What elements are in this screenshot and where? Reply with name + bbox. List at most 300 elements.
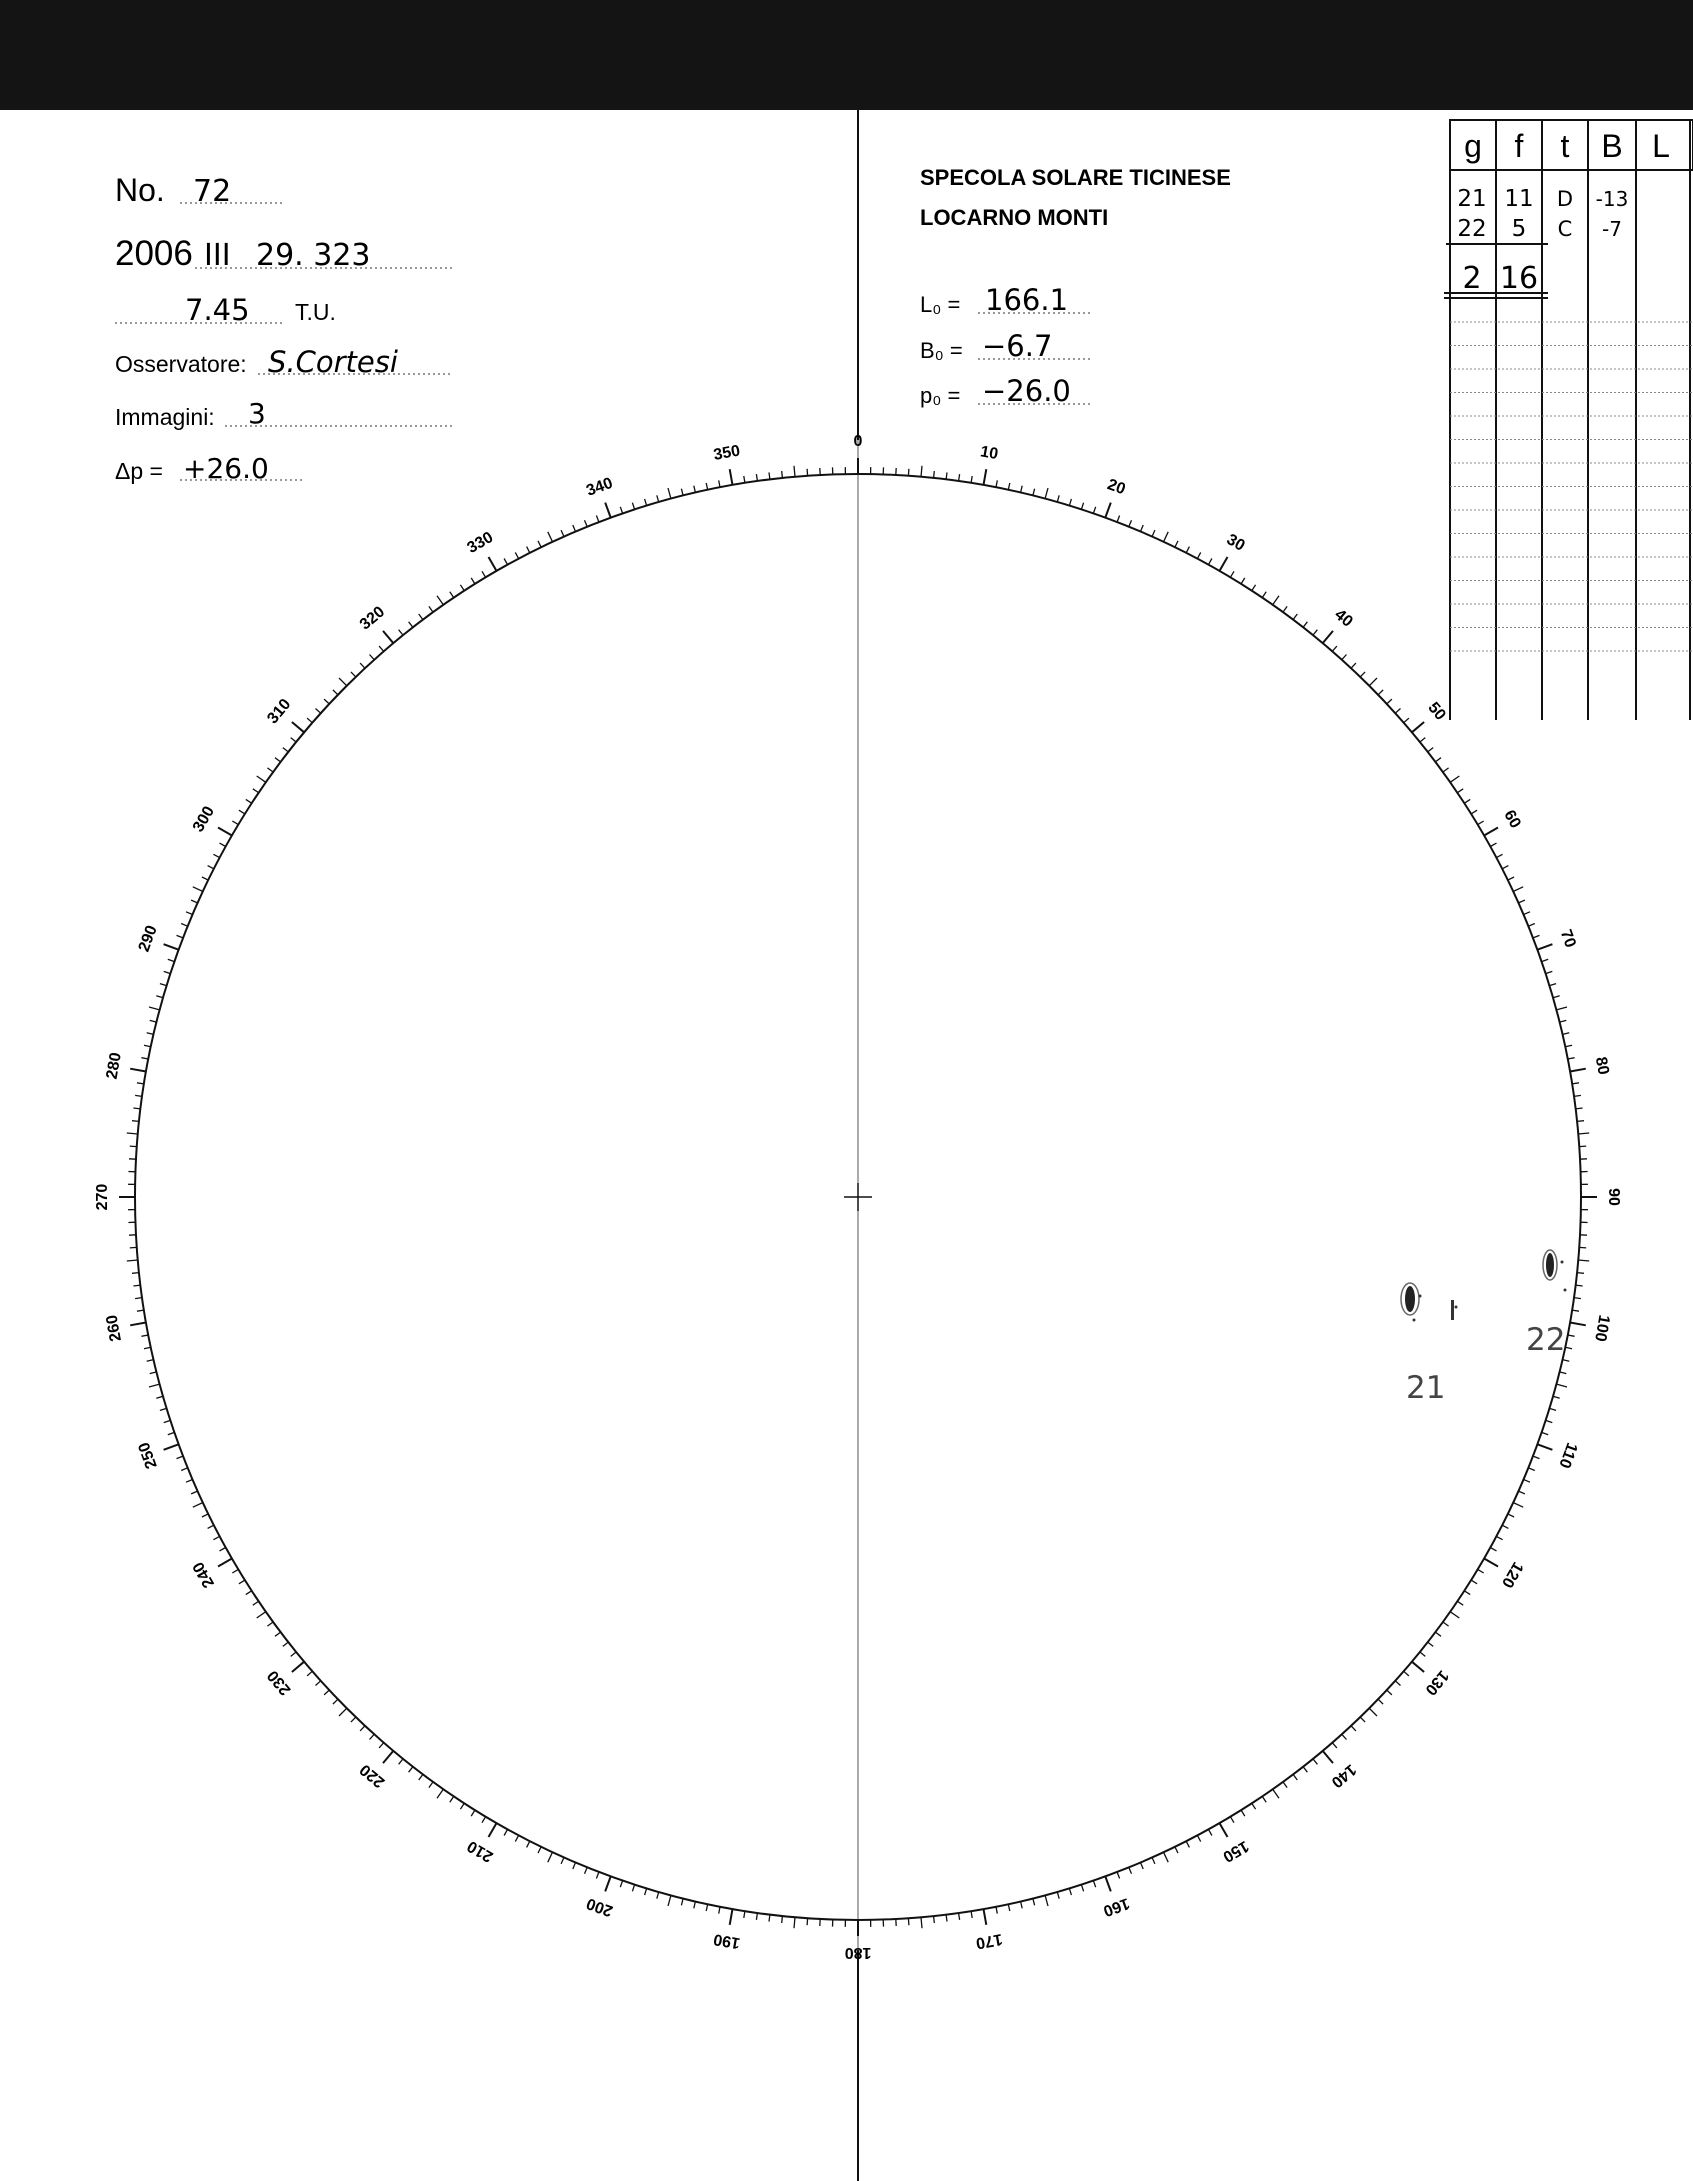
degree-tick xyxy=(218,1559,232,1567)
degree-tick xyxy=(1524,1480,1531,1483)
degree-tick xyxy=(959,474,960,481)
degree-tick xyxy=(719,480,720,487)
degree-tick xyxy=(275,1632,281,1636)
degree-tick xyxy=(1464,799,1470,803)
date-month: III xyxy=(204,238,231,273)
degree-label: 150 xyxy=(1219,1836,1252,1866)
p0-label: p₀ = xyxy=(920,383,961,408)
degree-tick xyxy=(1519,900,1525,903)
degree-tick xyxy=(149,1007,160,1010)
degree-tick xyxy=(1508,877,1514,880)
degree-label: 30 xyxy=(1223,531,1248,555)
degree-tick xyxy=(429,606,433,612)
degree-tick xyxy=(1578,1260,1589,1261)
degree-label: 310 xyxy=(264,695,295,728)
no-label: No. xyxy=(115,172,165,208)
degree-tick xyxy=(1323,1751,1333,1763)
degree-tick xyxy=(307,718,312,723)
degree-tick xyxy=(730,1909,733,1925)
degree-tick xyxy=(756,1913,757,1920)
no-value: 72 xyxy=(193,174,232,209)
degree-tick xyxy=(316,709,321,714)
degree-tick xyxy=(1528,924,1534,927)
degree-tick xyxy=(1556,1384,1567,1387)
degree-tick xyxy=(370,1734,375,1739)
degree-tick xyxy=(132,1273,139,1274)
degree-tick xyxy=(168,1432,175,1434)
degree-tick xyxy=(1303,622,1307,628)
degree-tick xyxy=(239,810,245,814)
degree-tick xyxy=(213,1536,219,1539)
date-prefix: 2006 xyxy=(115,234,193,273)
degree-tick xyxy=(1209,559,1212,565)
degree-tick xyxy=(1563,1033,1570,1035)
degree-tick xyxy=(1502,1525,1508,1528)
degree-tick xyxy=(1230,571,1234,577)
degree-tick xyxy=(668,1895,671,1906)
degree-tick xyxy=(959,1913,960,1920)
degree-label: 210 xyxy=(464,1836,497,1866)
degree-tick xyxy=(1045,1895,1048,1906)
degree-tick xyxy=(370,655,375,660)
degree-tick xyxy=(253,789,259,793)
degree-tick xyxy=(383,1751,393,1763)
degree-tick xyxy=(984,469,987,485)
degree-tick xyxy=(283,1642,289,1646)
degree-tick xyxy=(620,507,622,514)
degree-tick xyxy=(351,672,356,677)
degree-tick xyxy=(1033,489,1035,496)
degree-tick xyxy=(1313,1759,1317,1764)
degree-tick xyxy=(548,532,553,542)
degree-tick xyxy=(645,499,647,506)
degree-tick xyxy=(1332,1743,1337,1748)
degree-tick xyxy=(706,1904,708,1911)
degree-tick xyxy=(1117,516,1120,523)
degree-label: 90 xyxy=(1604,1188,1622,1206)
degree-tick xyxy=(1542,959,1549,961)
degree-tick xyxy=(794,1917,795,1928)
degree-tick xyxy=(409,1767,413,1773)
degree-tick xyxy=(1443,1622,1449,1626)
degree-tick xyxy=(164,1420,171,1422)
degree-tick xyxy=(1387,1690,1392,1695)
degree-tick xyxy=(399,1759,403,1764)
date-day: 29. 323 xyxy=(256,238,371,273)
degree-tick xyxy=(1484,828,1498,836)
degree-tick xyxy=(1496,1536,1502,1539)
degree-tick xyxy=(156,996,163,998)
degree-tick xyxy=(193,887,203,892)
degree-tick xyxy=(1378,1699,1383,1704)
degree-tick xyxy=(1081,503,1083,510)
degree-tick xyxy=(527,547,530,553)
degree-tick xyxy=(257,1612,266,1618)
degree-tick xyxy=(782,1916,783,1923)
degree-tick xyxy=(1197,1835,1200,1841)
degree-tick xyxy=(504,559,507,565)
degree-tick xyxy=(1093,507,1095,514)
degree-tick xyxy=(1008,483,1010,490)
degree-tick xyxy=(1533,935,1540,938)
degree-tick xyxy=(168,959,175,961)
degree-tick xyxy=(1186,547,1189,553)
degree-tick xyxy=(202,877,208,880)
degree-tick xyxy=(489,557,497,571)
degree-tick xyxy=(1428,748,1434,752)
degree-tick xyxy=(177,1456,184,1459)
degree-tick xyxy=(220,1548,226,1551)
degree-tick xyxy=(1164,532,1169,542)
degree-tick xyxy=(996,1907,997,1914)
degree-tick xyxy=(996,480,997,487)
degree-tick xyxy=(181,924,187,927)
degree-tick xyxy=(1129,520,1132,526)
table-cell-g: 22 xyxy=(1457,216,1487,242)
degree-label: 20 xyxy=(1105,476,1128,499)
degree-tick xyxy=(632,503,634,510)
sunspot xyxy=(1564,1289,1567,1292)
degree-tick xyxy=(324,1690,329,1695)
degree-tick xyxy=(1186,1841,1189,1847)
degree-label: 110 xyxy=(1555,1440,1581,1471)
degree-tick xyxy=(1395,709,1400,714)
degree-tick xyxy=(1568,1335,1575,1336)
degree-tick xyxy=(561,1858,564,1864)
degree-tick xyxy=(419,614,423,620)
degree-tick xyxy=(1369,1708,1377,1716)
degree-tick xyxy=(645,1888,647,1895)
degree-tick xyxy=(164,971,171,973)
observatory-name: SPECOLA SOLARE TICINESE xyxy=(920,165,1231,190)
table-cell-t: C xyxy=(1557,217,1573,241)
degree-tick xyxy=(1568,1058,1575,1059)
degree-tick xyxy=(1360,672,1365,677)
degree-tick xyxy=(946,1915,947,1922)
degree-tick xyxy=(149,1384,160,1387)
sunspot xyxy=(1455,1306,1458,1309)
degree-tick xyxy=(218,828,232,836)
degree-tick xyxy=(573,525,576,532)
degree-tick xyxy=(177,935,184,938)
degree-tick xyxy=(1387,699,1392,704)
degree-tick xyxy=(744,476,745,483)
degree-tick xyxy=(921,466,922,477)
sunspot xyxy=(1546,1253,1554,1277)
degree-tick xyxy=(1519,1491,1525,1494)
degree-tick xyxy=(1057,495,1059,502)
degree-tick xyxy=(130,1146,137,1147)
degree-tick xyxy=(1428,1642,1434,1646)
degree-tick xyxy=(632,1885,634,1892)
group-table xyxy=(1444,120,1693,720)
degree-tick xyxy=(450,1796,454,1802)
degree-tick xyxy=(548,1852,553,1862)
degree-tick xyxy=(437,596,443,605)
degree-tick xyxy=(1443,768,1449,772)
degree-tick xyxy=(573,1863,576,1870)
degree-tick xyxy=(984,1909,987,1925)
degree-tick xyxy=(1303,1767,1307,1773)
degree-tick xyxy=(1537,944,1552,950)
degree-tick xyxy=(181,1468,187,1471)
degree-tick xyxy=(147,1360,154,1362)
degree-tick xyxy=(1549,1408,1556,1410)
degree-tick xyxy=(333,1699,338,1704)
degree-tick xyxy=(1565,1045,1572,1047)
degree-label: 230 xyxy=(264,1666,295,1699)
degree-tick xyxy=(1576,1285,1583,1286)
observer-label: Osservatore: xyxy=(115,351,247,377)
table-cell-f: 11 xyxy=(1504,186,1534,212)
degree-tick xyxy=(782,471,783,478)
degree-label: 130 xyxy=(1421,1666,1452,1699)
degree-tick xyxy=(1524,912,1531,915)
degree-tick xyxy=(1553,996,1560,998)
degree-tick xyxy=(419,1774,423,1780)
degree-tick xyxy=(1508,1514,1514,1517)
degree-tick xyxy=(1351,1726,1356,1731)
degree-tick xyxy=(561,530,564,536)
degree-tick xyxy=(1533,1456,1540,1459)
degree-label: 120 xyxy=(1497,1558,1527,1591)
degree-tick xyxy=(437,1789,443,1798)
degree-tick xyxy=(1420,738,1425,742)
sunspot-group-22 xyxy=(1526,1250,1567,1358)
degree-tick xyxy=(605,503,611,518)
degree-tick xyxy=(1553,1396,1560,1398)
degree-tick xyxy=(934,471,935,478)
degree-tick xyxy=(706,483,708,490)
degree-tick xyxy=(351,1717,356,1722)
sunspot xyxy=(1561,1261,1564,1264)
table-header-f: f xyxy=(1514,128,1524,164)
images-value: 3 xyxy=(248,397,266,430)
degree-tick xyxy=(283,748,289,752)
degree-label: 0 xyxy=(853,433,863,451)
degree-tick xyxy=(324,699,329,704)
degree-tick xyxy=(681,1899,683,1906)
degree-tick xyxy=(1412,1662,1424,1672)
degree-tick xyxy=(1351,663,1356,668)
degree-tick xyxy=(1342,1734,1347,1739)
degree-tick xyxy=(1577,1273,1584,1274)
degree-tick xyxy=(585,1867,588,1873)
degree-label: 300 xyxy=(189,803,219,836)
degree-tick xyxy=(460,1803,464,1809)
degree-tick xyxy=(807,1918,808,1925)
table-header-L: L xyxy=(1652,128,1670,164)
degree-tick xyxy=(1560,1372,1567,1374)
degree-tick xyxy=(253,1601,259,1605)
degree-tick xyxy=(186,1480,193,1483)
degree-tick xyxy=(1412,722,1424,732)
table-cell-t: D xyxy=(1556,187,1574,211)
degree-tick xyxy=(220,843,226,846)
degree-tick xyxy=(620,1881,622,1888)
degree-tick xyxy=(1164,1852,1169,1862)
degree-label: 190 xyxy=(712,1930,742,1952)
degree-tick xyxy=(1220,1823,1228,1837)
degree-tick xyxy=(232,1569,238,1573)
degree-tick xyxy=(1175,1847,1178,1853)
degree-tick xyxy=(160,1408,167,1410)
degree-tick xyxy=(1435,758,1441,762)
degree-label: 180 xyxy=(844,1943,872,1961)
degree-tick xyxy=(1450,1612,1459,1618)
degree-tick xyxy=(339,1708,347,1716)
degree-tick xyxy=(946,472,947,479)
degree-tick xyxy=(482,571,486,577)
degree-tick xyxy=(1471,1580,1477,1584)
degree-label: 340 xyxy=(584,474,616,500)
degree-tick xyxy=(383,631,393,643)
degree-tick xyxy=(971,1911,972,1918)
degree-tick xyxy=(1457,789,1463,793)
degree-tick xyxy=(292,722,304,732)
degree-tick xyxy=(133,1108,140,1109)
degree-tick xyxy=(137,1083,144,1084)
degree-tick xyxy=(515,552,518,558)
degree-tick xyxy=(471,1810,475,1816)
degree-tick xyxy=(133,1285,140,1286)
degree-tick xyxy=(339,678,347,686)
degree-label: 100 xyxy=(1591,1313,1613,1343)
degree-tick xyxy=(379,646,384,651)
dp-label: Δp = xyxy=(115,458,163,484)
degree-tick xyxy=(1556,1007,1567,1010)
degree-tick xyxy=(141,1335,148,1336)
degree-tick xyxy=(1045,488,1048,499)
degree-tick xyxy=(1420,1652,1425,1656)
degree-tick xyxy=(275,758,281,762)
degree-tick xyxy=(333,690,338,695)
degree-tick xyxy=(1369,678,1377,686)
degree-tick xyxy=(1105,1876,1111,1891)
observer-value: S.Cortesi xyxy=(268,345,398,379)
table-cell-g: 21 xyxy=(1457,186,1487,212)
degree-tick xyxy=(1241,578,1245,584)
degree-tick xyxy=(1273,596,1279,605)
degree-tick xyxy=(191,900,197,903)
degree-label: 320 xyxy=(356,603,389,634)
degree-tick xyxy=(1570,1069,1586,1072)
sunspot xyxy=(1419,1295,1422,1298)
degree-tick xyxy=(246,799,252,803)
degree-tick xyxy=(605,1876,611,1891)
degree-tick xyxy=(1069,499,1071,506)
degree-tick xyxy=(132,1121,139,1122)
degree-tick xyxy=(1252,585,1256,591)
degree-tick xyxy=(744,1911,745,1918)
degree-tick xyxy=(1513,1503,1523,1508)
degree-tick xyxy=(379,1743,384,1748)
degree-tick xyxy=(267,768,273,772)
degree-tick xyxy=(213,854,219,857)
l0-label: L₀ = xyxy=(920,292,961,317)
degree-tick xyxy=(1560,1020,1567,1022)
degree-tick xyxy=(1528,1468,1534,1471)
degree-tick xyxy=(1572,1310,1579,1311)
degree-tick xyxy=(246,1591,252,1595)
degree-tick xyxy=(144,1045,151,1047)
table-cell-f: 5 xyxy=(1511,216,1527,242)
degree-tick xyxy=(1435,1632,1441,1636)
group-label-21: 21 xyxy=(1406,1370,1446,1406)
degree-tick xyxy=(164,944,179,950)
degree-tick xyxy=(1220,557,1228,571)
degree-tick xyxy=(208,1525,214,1528)
degree-tick xyxy=(1129,1867,1132,1873)
degree-tick xyxy=(232,821,238,825)
degree-tick xyxy=(292,1662,304,1672)
degree-label: 240 xyxy=(189,1558,219,1591)
degree-tick xyxy=(147,1033,154,1035)
degree-tick xyxy=(1230,1817,1234,1823)
images-label: Immagini: xyxy=(115,404,215,430)
degree-tick xyxy=(1490,843,1496,846)
degree-tick xyxy=(1478,821,1484,825)
degree-tick xyxy=(1293,1774,1297,1780)
degree-tick xyxy=(719,1907,720,1914)
degree-label: 70 xyxy=(1556,927,1579,950)
degree-tick xyxy=(971,476,972,483)
degree-tick xyxy=(1490,1548,1496,1551)
degree-tick xyxy=(144,1347,151,1349)
degree-tick xyxy=(291,1652,296,1656)
degree-tick xyxy=(527,1841,530,1847)
degree-tick xyxy=(399,630,403,635)
degree-tick xyxy=(515,1835,518,1841)
degree-label: 80 xyxy=(1591,1055,1612,1077)
table-header-t: t xyxy=(1560,128,1570,164)
degree-tick xyxy=(130,1069,146,1072)
degree-label: 260 xyxy=(103,1313,125,1343)
degree-tick xyxy=(668,488,671,499)
degree-tick xyxy=(1542,1432,1549,1434)
sunspot-group-21 xyxy=(1401,1283,1458,1406)
degree-label: 50 xyxy=(1424,699,1449,724)
degree-tick xyxy=(130,1323,146,1326)
degree-tick xyxy=(1577,1121,1584,1122)
degree-label: 40 xyxy=(1331,606,1356,631)
degree-tick xyxy=(1360,1717,1365,1722)
degree-tick xyxy=(1033,1899,1035,1906)
degree-tick xyxy=(135,1095,142,1096)
degree-tick xyxy=(1478,1569,1484,1573)
degree-tick xyxy=(1546,971,1553,973)
degree-tick xyxy=(1008,1904,1010,1911)
degree-tick xyxy=(1252,1803,1256,1809)
table-header-B: B xyxy=(1601,128,1623,164)
degree-tick xyxy=(450,592,454,598)
degree-tick xyxy=(1209,1829,1212,1835)
degree-label: 250 xyxy=(135,1439,161,1471)
degree-tick xyxy=(1513,887,1523,892)
degree-tick xyxy=(908,469,909,476)
degree-tick xyxy=(186,912,193,915)
degree-tick xyxy=(694,486,696,493)
degree-tick xyxy=(538,1847,541,1853)
degree-tick xyxy=(1069,1888,1071,1895)
table-total-g: 2 xyxy=(1462,261,1482,296)
degree-tick xyxy=(1471,810,1477,814)
degree-tick xyxy=(1262,592,1266,598)
degree-tick xyxy=(921,1917,922,1928)
degree-tick xyxy=(208,866,214,869)
degree-tick xyxy=(1021,486,1023,493)
degree-tick xyxy=(1378,690,1383,695)
